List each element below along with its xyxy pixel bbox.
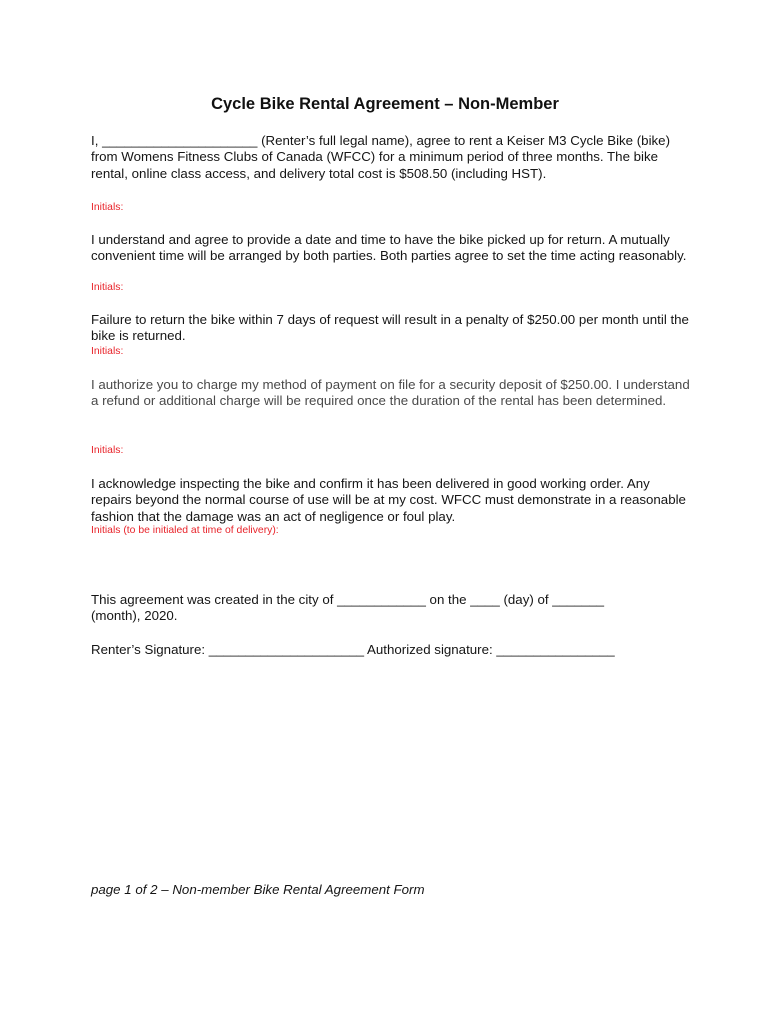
document-title: Cycle Bike Rental Agreement – Non-Member: [211, 95, 559, 113]
page-footer: page 1 of 2 – Non-member Bike Rental Agreement Form: [91, 882, 425, 897]
clause-inspection: I acknowledge inspecting the bike and confirm it has been delivered in good working order. Any repairs beyond the normal course of use will be at my cost. WFCC must demonstrate in a reasonable fashion that the damage was an act of negligence or foul play.: [91, 476, 686, 524]
agreement-location-date: This agreement was created in the city of ____________ on the ____ (day) of _______ (month), 2020.: [91, 592, 605, 624]
initials-label-2: Initials:: [91, 282, 124, 293]
signature-line: Renter’s Signature: _____________________ Authorized signature: ________________: [91, 642, 615, 657]
clause-rental-terms: I, _____________________ (Renter’s full legal name), agree to rent a Keiser M3 Cycle Bike (bike) from Womens Fitness Clubs of Canada (WFCC) for a minimum period of three months. The bike rental, online class access, and delivery total cost is $508.50 (including HST).: [91, 133, 671, 181]
clause-penalty: Failure to return the bike within 7 days of request will result in a penalty of $250.00 per month until the bike is returned.: [91, 312, 689, 344]
initials-label-5: Initials (to be initialed at time of delivery):: [91, 525, 279, 536]
initials-label-1: Initials:: [91, 202, 124, 213]
initials-label-3: Initials:: [91, 346, 124, 357]
initials-label-4: Initials:: [91, 445, 124, 456]
clause-pickup: I understand and agree to provide a date and time to have the bike picked up for return. A mutually convenient time will be arranged by both parties. Both parties agree to set the time acting reasonably.: [91, 232, 687, 264]
clause-security-deposit: I authorize you to charge my method of payment on file for a security deposit of $250.00. I understand a refund or additional charge will be required once the duration of the rental has been determined.: [91, 377, 690, 409]
